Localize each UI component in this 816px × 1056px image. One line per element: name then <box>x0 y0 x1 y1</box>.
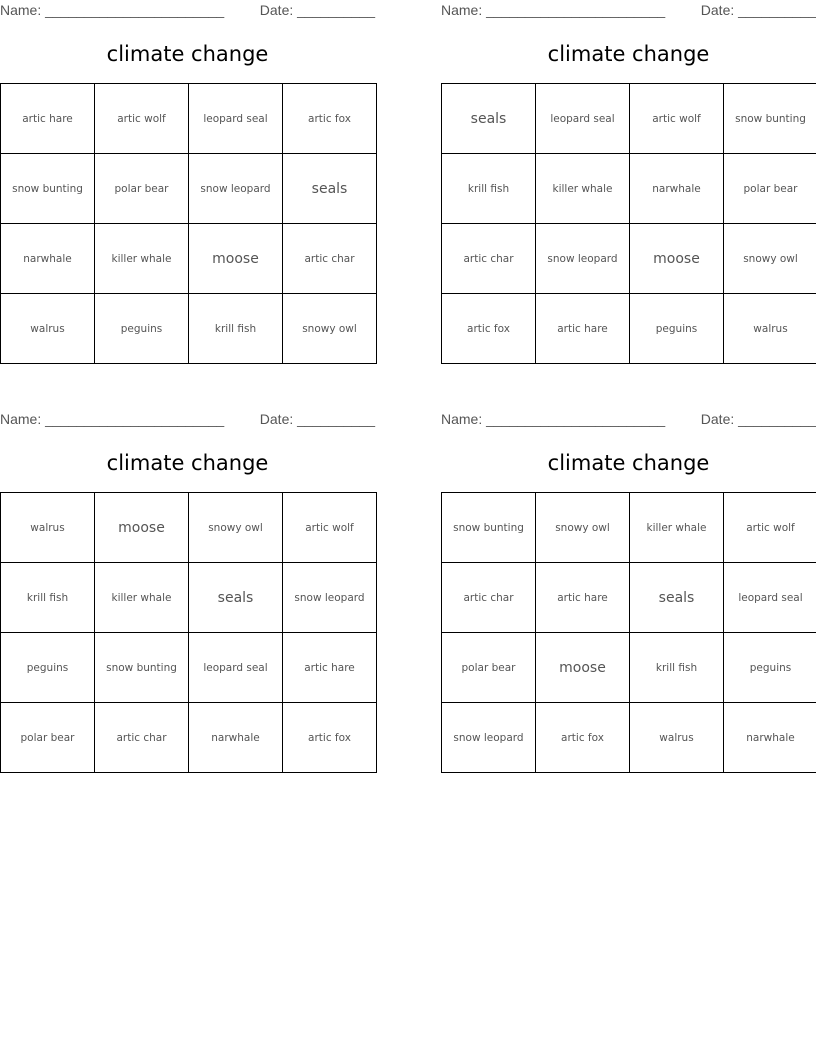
card-title: climate change <box>547 451 710 475</box>
bingo-cell: artic fox <box>536 703 630 773</box>
bingo-grid <box>0 83 377 364</box>
bingo-cell: snow leopard <box>189 154 283 224</box>
bingo-cell: narwhale <box>1 224 95 294</box>
bingo-cell: peguins <box>630 294 724 364</box>
bingo-cell: artic hare <box>536 563 630 633</box>
bingo-cell: snow bunting <box>442 493 536 563</box>
date-field: Date: __________ <box>700 2 816 18</box>
bingo-cell: peguins <box>724 633 816 703</box>
bingo-cell: snow leopard <box>536 224 630 294</box>
bingo-cell: snowy owl <box>724 224 816 294</box>
grid-row <box>442 493 816 563</box>
bingo-cell: polar bear <box>95 154 189 224</box>
bingo-cell: seals <box>189 563 283 633</box>
bingo-cell: artic wolf <box>283 493 377 563</box>
date-field: Date: __________ <box>700 411 816 427</box>
grid-row <box>442 154 816 224</box>
bingo-cell: moose <box>536 633 630 703</box>
bingo-cell: leopard seal <box>189 633 283 703</box>
grid-row <box>442 563 816 633</box>
name-date-row <box>441 411 816 429</box>
grid-row <box>1 84 377 154</box>
bingo-cell: polar bear <box>724 154 816 224</box>
bingo-cell: leopard seal <box>536 84 630 154</box>
bingo-cell: moose <box>95 493 189 563</box>
bingo-cell: artic fox <box>283 703 377 773</box>
bingo-cell: artic hare <box>536 294 630 364</box>
bingo-cell: walrus <box>724 294 816 364</box>
grid-row <box>1 294 377 364</box>
bingo-cell: peguins <box>1 633 95 703</box>
name-date-row <box>441 2 816 20</box>
bingo-cell: seals <box>442 84 536 154</box>
bingo-cell: artic wolf <box>95 84 189 154</box>
bingo-cell: snow leopard <box>442 703 536 773</box>
name-date-row <box>0 2 375 20</box>
bingo-cell: artic wolf <box>630 84 724 154</box>
name-date-row <box>0 411 375 429</box>
grid-row <box>1 703 377 773</box>
name-field: Name: _______________________ <box>441 411 666 427</box>
bingo-cell: seals <box>283 154 377 224</box>
bingo-cell: narwhale <box>189 703 283 773</box>
bingo-cell: polar bear <box>1 703 95 773</box>
bingo-cell: killer whale <box>95 224 189 294</box>
card-title: climate change <box>106 42 269 66</box>
grid-row <box>442 294 816 364</box>
grid-row <box>442 633 816 703</box>
bingo-cell: artic wolf <box>724 493 816 563</box>
bingo-cell: narwhale <box>630 154 724 224</box>
bingo-cell: seals <box>630 563 724 633</box>
bingo-cell: artic char <box>442 224 536 294</box>
bingo-cell: moose <box>189 224 283 294</box>
card-title: climate change <box>547 42 710 66</box>
bingo-cell: krill fish <box>442 154 536 224</box>
bingo-cell: walrus <box>1 493 95 563</box>
name-field: Name: _______________________ <box>441 2 666 18</box>
bingo-cell: artic fox <box>442 294 536 364</box>
bingo-cell: artic char <box>95 703 189 773</box>
bingo-grid <box>441 83 816 364</box>
grid-row <box>1 493 377 563</box>
grid-row <box>1 633 377 703</box>
bingo-cell: narwhale <box>724 703 816 773</box>
grid-row <box>442 84 816 154</box>
bingo-cell: artic char <box>283 224 377 294</box>
bingo-cell: snowy owl <box>283 294 377 364</box>
grid-row <box>442 703 816 773</box>
bingo-cell: snow bunting <box>95 633 189 703</box>
bingo-cell: walrus <box>630 703 724 773</box>
bingo-cell: krill fish <box>630 633 724 703</box>
bingo-cell: snowy owl <box>536 493 630 563</box>
grid-row <box>442 224 816 294</box>
bingo-cell: artic fox <box>283 84 377 154</box>
name-field: Name: _______________________ <box>0 411 225 427</box>
date-field: Date: __________ <box>259 2 375 18</box>
bingo-cell: snow leopard <box>283 563 377 633</box>
grid-row <box>1 563 377 633</box>
name-field: Name: _______________________ <box>0 2 225 18</box>
bingo-cell: artic char <box>442 563 536 633</box>
bingo-cell: snowy owl <box>189 493 283 563</box>
bingo-cell: killer whale <box>536 154 630 224</box>
bingo-cell: artic hare <box>283 633 377 703</box>
bingo-cell: leopard seal <box>189 84 283 154</box>
bingo-cell: polar bear <box>442 633 536 703</box>
bingo-cell: snow bunting <box>724 84 816 154</box>
bingo-cell: krill fish <box>189 294 283 364</box>
card-title: climate change <box>106 451 269 475</box>
bingo-cell: killer whale <box>95 563 189 633</box>
bingo-cell: walrus <box>1 294 95 364</box>
bingo-grid <box>441 492 816 773</box>
bingo-cell: snow bunting <box>1 154 95 224</box>
grid-row <box>1 224 377 294</box>
grid-row <box>1 154 377 224</box>
bingo-cell: peguins <box>95 294 189 364</box>
bingo-cell: artic hare <box>1 84 95 154</box>
date-field: Date: __________ <box>259 411 375 427</box>
bingo-cell: moose <box>630 224 724 294</box>
bingo-cell: leopard seal <box>724 563 816 633</box>
bingo-cell: krill fish <box>1 563 95 633</box>
bingo-cell: killer whale <box>630 493 724 563</box>
bingo-grid <box>0 492 377 773</box>
